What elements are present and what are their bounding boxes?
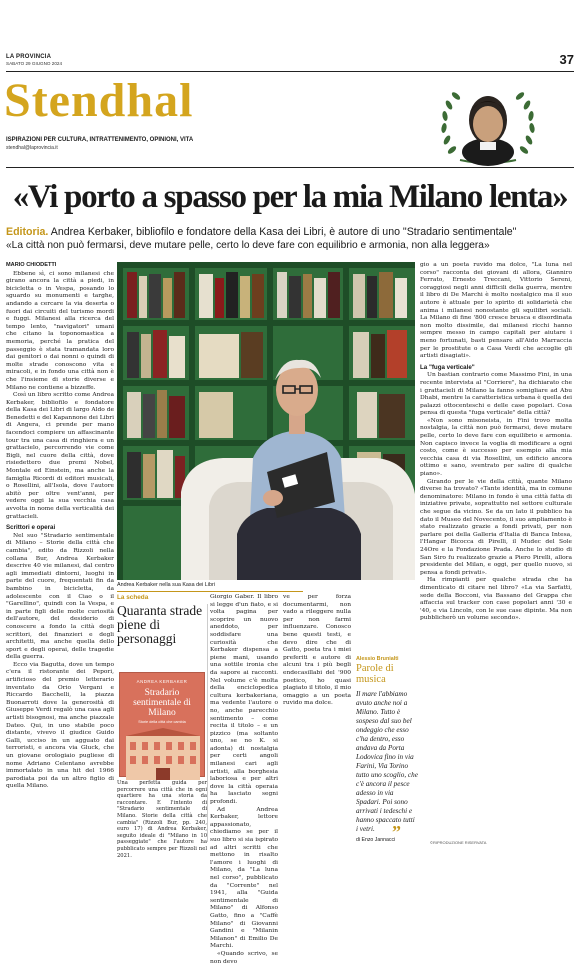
- article-subheading: La "fuga verticale": [420, 363, 475, 371]
- book-cover-image: [119, 672, 205, 777]
- article-column-1: [6, 262, 114, 842]
- page-number: 37: [559, 52, 574, 67]
- article-column-3: [210, 594, 278, 965]
- section-title: Stendhal: [4, 74, 194, 127]
- article-deck-primary: [6, 226, 576, 239]
- rights-notice: ©RIPRODUZIONE RISERVATA: [430, 840, 487, 845]
- article-paragraph: «Non sono misoneista, in Fini trovo molta nostalgia, la città non può fermarsi, deve mutare pelle, certo lo deve fare con equilibrio e armonia. Non capisco invece la voglia di modificare a ogni costo, come è successo per esempio alla mia vecchia casa di via Rosellini, un edificio ancora ottimo e sano, sventrato per salire di qualche piano».: [420, 417, 572, 478]
- article-byline: MARIO CHIODETTI: [6, 262, 57, 268]
- article-paragraph: Ha rimpianti per qualche strada che ha dimenticato di citare nel libro? «La via Sarfatti, sede della Bocconi, via Bassano del Grappa che affaccia sul tracker con case popolari anni '30 e '40, e via Lincoln, con le sue case dipinte. Ma non pubblicherò un volume secondo».: [420, 577, 572, 622]
- article-paragraph: Un bastian contrario come Massimo Fini, in una recente intervista al "Corriere", ha dichiarato che i grattacieli di Milano la fanno somigliare ad Abu Dhabi, mentre la caratteristica urbana è quella dei palazzi ottocenteschi e delle case popolari. Cosa pensa di questa "fuga verticale" della città?: [420, 372, 572, 417]
- scheda-title: Quaranta strade piene di personaggi: [117, 603, 203, 646]
- article-paragraph: Così un libro scritto come Andrea Kerbaker, bibliofilo e fondatore della Kasa dei Libri di largo Aldo de Benedetti e del Kapannone dei Libri di Angera, ci prende per mano facendoci compiere un affascinante tour tra una casa di ringhiera e un grattacielo, percorrendo vie come Bigli, nel cuore della città, dove risiedettero due premi Nobel, Montale ed Einstein, ma anche la famiglia Ricordi di editori musicali, o Rosellini, all'Isola, dove l'autore abitò per oltre vent'anni, per vedere oggi la sua vecchia casa avvolta in nome della verticalità dei grattacieli.: [6, 392, 114, 520]
- article-column-4: [283, 594, 351, 842]
- parole-di-musica-box: [356, 656, 418, 842]
- box-author: Alessio Brunialti: [356, 656, 399, 662]
- publication-name: LA PROVINCIA: [6, 54, 52, 60]
- box-title: Parole di musica: [356, 663, 394, 685]
- scheda-rule: [117, 591, 303, 592]
- article-paragraph: Giorgio Gaber. Il libro si legge d'un fiato, e si volta pagina per scoprire un nuovo aneddoto, per soddisfare una curiosità che Kerbaker dispensa a piene mani, usando una sottile ironia che da sapore ai racconti. Nel volume c'è molta della enciclopedica cultura kerbakeriana, ma vedente l'autore o no, anche parecchio sentimento – come recita il titolo – e un pizzico (ma soltanto uno, se no K. si adonta) di nostalgia per certi angoli milanesi cari agli artisti, alla borghesia laboriosa e per altri dove la città operaia ha lasciato segni profondi.: [210, 594, 278, 806]
- article-deck-quote: «La città non può fermarsi, deve mutare pelle, certo lo deve fare con equilibrio e armonia, non alla leggera»: [6, 240, 490, 251]
- author-photo-image: [117, 262, 415, 580]
- quote-mark-icon: ”: [392, 822, 401, 842]
- book-cover-illustration: [120, 728, 206, 780]
- book-title: Stradario sentimentale di Milano: [133, 688, 191, 718]
- article-paragraph: Nel suo "Stradario sentimentale di Milano – Storie della città che cambia", edito da Rizzoli nella collana Bur, Andrea Kerbaker descrive 40 vie milanesi, dal centro agli immediati dintorni, luoghi in parte del cuore, frequentati fin da bambino in bicicletta, da adolescente con il Ciao o il "Garellino", quindi con la Vespa, e in parte figli delle molte curiosità dell'autore, del desiderio di conoscere a fondo la città degli scrittori, dei finanzieri e degli architetti, ma anche quella dello sport e degli operai, delle tragedie della guerra.: [6, 532, 114, 661]
- publication-date: SABATO 29 GIUGNO 2024: [6, 61, 62, 66]
- article-paragraph: Ebbene sì, ci sono milanesi che girano ancora la città a piedi, in bicicletta o in Vespa, posando lo sguardo su monumenti e targhe, andando a cercare la via deserta o fuori dai circuiti del turismo mordi e fuggi. Milanesi alla ricerca del tempo lento, "navigatori" umani che citano la toponomastica a memoria, perché la pratica del passeggio è stata tramandata loro dai genitori o dai nonni o quindi di molte strade conoscono vita e miracoli, e in fondo una città non è che l'insieme di storie diverse e Milano ne contiene a bizzeffe.: [6, 270, 114, 391]
- article-subheading: Scrittori e operai: [6, 524, 56, 532]
- article-paragraph: Ad Andrea Kerbaker, lettore appassionato, chiediamo se per il suo libro si sia ispirato ad altri scritti che mettono in risalto l'amore i luoghi di Milano, da "La luna nel corso", pubblicato da "Corrente" nel 1941, alla "Guida sentimentale di Milano" di Alfonso Gatto, fino a "Caffè Milano" di Giovanni Gandini e "Milanin Milanon" di Emilio De Marchi.: [210, 806, 278, 950]
- section-subtitle: ISPIRAZIONI PER CULTURA, INTRATTENIMENTO, OPINIONI, VITA: [6, 137, 194, 143]
- article-paragraph: «Quando scrivo, se non devo: [210, 950, 278, 965]
- article-deck-text: Andrea Kerbaker, bibliofilo e fondatore della Kasa dei Libri, è autore di uno "Stradario sentimentale": [50, 226, 517, 238]
- article-paragraph: ve per forza documentarmi, non vado a rileggere nulla per non farmi influenzare. Conosco bene questi testi, e devo dire che di Gatto, poeta tra i miei preferiti e autore di alcuni tra i più begli endecasillabi del '900 poetico, ho quasi plagiato il titolo, il mio omaggio a un poeta ruvido ma dolce.: [283, 594, 351, 707]
- photo-caption: Andrea Kerbaker nella sua Kasa dei Libri: [117, 582, 215, 588]
- scheda-label: La scheda: [117, 594, 149, 601]
- book-subtitle: Storie della città che cambia: [138, 720, 186, 724]
- book-author: ANDREA KERBAKER: [136, 679, 188, 684]
- stendhal-portrait-image: [430, 80, 546, 166]
- article-headline: «Vi porto a spasso per la mia Milano lenta»: [12, 179, 568, 215]
- column-divider: [207, 604, 208, 842]
- article-paragraph: Girando per le vie della città, quante Milano diverse ha trovato? «Tante identità, ma in comune denominatore: Milano in fondo è una città fatta di iniziative private, soprattutto nel settore culturale che segue da vicino. Se da un lato il pubblico ha dato il Museo del Novecento, il suo ampliamento è stato realizzato grazie a fondi privati, per non parlare poi della Galleria d'Italia di Banca Intesa, l'Hangar Bicocca di Pirelli, il Mudec del Sole 24Ore e la Fondazione Prada. Anche lo studio di San Siro fu realizzato grazie a Piero Pirelli, allora presidente del Milan, e oggi, per quello nuovo, si pensa a fondi privati».: [420, 478, 572, 576]
- article-kicker: Editoria.: [6, 226, 49, 238]
- top-rule: [6, 71, 574, 72]
- article-column-5: [420, 262, 572, 842]
- box-lyrics: Il mare l'abbiamo avuto anche noi a Milano. Tutto è sospeso dal suo bel ondeggio che esso c'ha dentro, esso andava da Porta Lodovica fino in via Farini, Via Torino tutto uno scoglio, che c'è ancora il pesce adesso in via Spadari. Poi sono arrivati i tedeschi e hanno spaccato tutti i vetri.: [356, 690, 418, 833]
- scheda-description: Una perfetta guida per percorrere una città che in ogni quartiere ha una storia da raccontare. E l'intento di "Stradario sentimentale di Milano. Storie della città che cambia" (Rizzoli Bur, pp. 240, euro 17) di Andrea Kerbaker, seguito ideale di "Milano in 10 passeggiate" che l'autore ha pubblicato sempre per Rizzoli nel 2021.: [117, 780, 207, 859]
- box-signature: di Enzo Jannacci: [356, 837, 396, 843]
- section-email[interactable]: stendhal@laprovincia.it: [6, 145, 58, 151]
- article-paragraph: Ecco via Bagutta, dove un tempo c'era il ristorante dei Pepori, artificioso del premio letterario inventato da Orio Vergani e Riccardo Bacchelli, la piazza Buonarroti dove la generosità di Giuseppe Verdi regalò una casa agli artisti bisognosi, ma anche piazzale Dateo. Qui, in uno stabile poco distante, vivevo il giudice Guido Galli, ucciso in un agguato dai terroristi, e ancora via Gluck, che un giovane orologiaio pugliese di nome Adriano Celentano avrebbe immortalato in una hit del 1966 parodiata poi da un altro figlio di quella Milano.: [6, 661, 114, 790]
- article-paragraph: gio a un poeta ruvido ma dolce, "La luna nel corso" racconta dei giovani di allora, Gianniro Ferrato, Ernesto Treccani, Vittorio Sereni, coraggiosi negli anni difficili della guerra, mentre il libro di De Marchi è molto nostalgico ma il suo autore è attuale per lo spirito di solidarietà che anima i milanesi nonostante gli squilibri sociali. La Milano di fine '800 cresce brusca e disordinata non molto dissimile, dai milanesi ricchi hanno sempre messo in campo capitali per aiutare i meno fortunati, basti pensare all'Aido Marraccia per le prostitute o a Casa Verdi che accoglie gli artisti disagiati».: [420, 262, 572, 360]
- section-rule: [6, 167, 574, 168]
